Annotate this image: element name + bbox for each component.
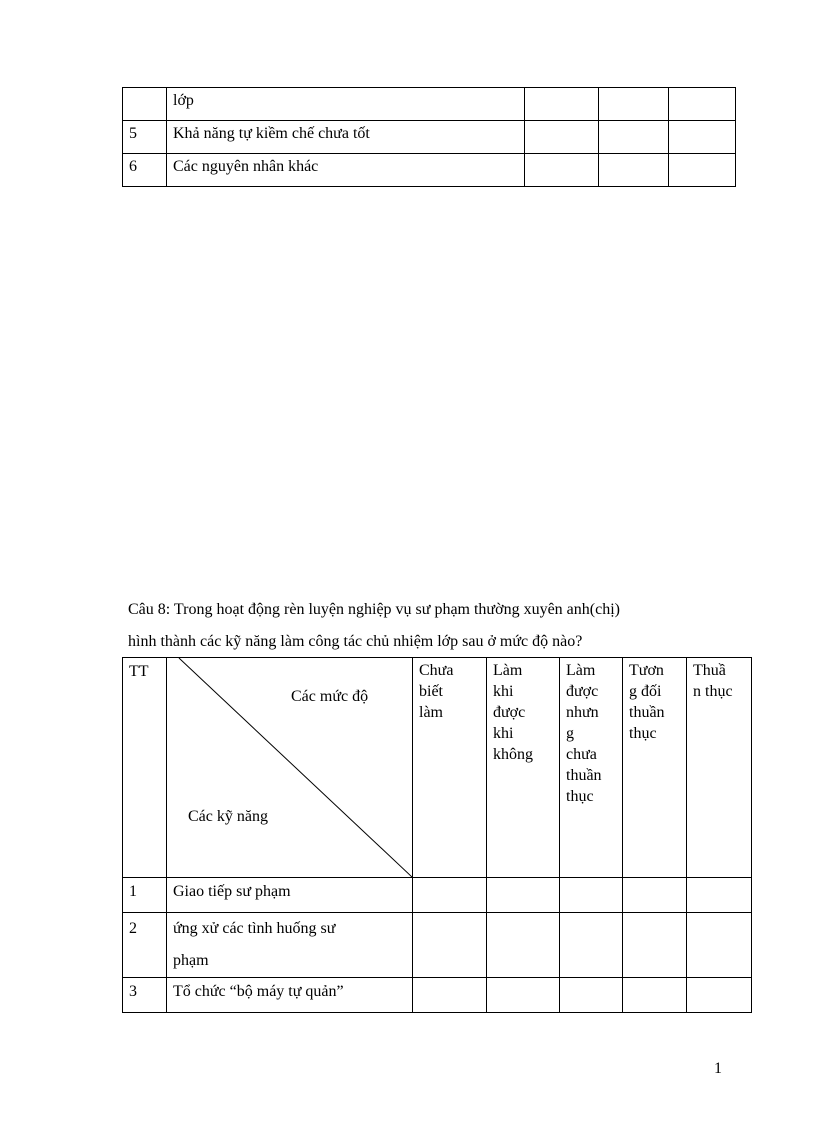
empty-cell bbox=[669, 88, 736, 121]
table-row bbox=[123, 154, 736, 187]
level-header-4: Tươn g đối thuần thục bbox=[623, 658, 687, 878]
empty-cell bbox=[413, 878, 487, 913]
table-row bbox=[123, 913, 752, 978]
skills-table bbox=[122, 657, 752, 1013]
row-number: 2 bbox=[123, 913, 167, 978]
header-row bbox=[123, 658, 752, 878]
empty-cell bbox=[487, 978, 560, 1013]
level-header-5: Thuầ n thục bbox=[687, 658, 752, 878]
table-row bbox=[123, 121, 736, 154]
empty-cell bbox=[669, 121, 736, 154]
table-row bbox=[123, 978, 752, 1013]
page-number: 1 bbox=[714, 1060, 722, 1077]
empty-cell bbox=[623, 878, 687, 913]
level-header-2: Làm khi được khi không bbox=[487, 658, 560, 878]
row-text: lớp bbox=[167, 88, 525, 121]
level-header-3: Làm được nhưn g chưa thuần thục bbox=[560, 658, 623, 878]
skill-name: ứng xử các tình huống sư phạm bbox=[167, 913, 413, 978]
table-row bbox=[123, 878, 752, 913]
empty-cell bbox=[560, 913, 623, 978]
diagonal-header bbox=[167, 658, 413, 878]
table-row bbox=[123, 88, 736, 121]
causes-table bbox=[122, 87, 736, 187]
empty-cell bbox=[413, 913, 487, 978]
empty-cell bbox=[525, 154, 599, 187]
level-header-1: Chưa biết làm bbox=[413, 658, 487, 878]
empty-cell bbox=[669, 154, 736, 187]
skills-axis-label: Các kỹ năng bbox=[188, 808, 268, 825]
empty-cell bbox=[599, 121, 669, 154]
row-text: Khả năng tự kiềm chế chưa tốt bbox=[167, 121, 525, 154]
empty-cell bbox=[560, 978, 623, 1013]
empty-cell bbox=[525, 121, 599, 154]
empty-cell bbox=[599, 154, 669, 187]
empty-cell bbox=[487, 913, 560, 978]
question-8 bbox=[128, 594, 758, 658]
diagonal-line bbox=[167, 658, 412, 877]
empty-cell bbox=[687, 878, 752, 913]
row-number bbox=[123, 88, 167, 121]
row-number: 1 bbox=[123, 878, 167, 913]
empty-cell bbox=[599, 88, 669, 121]
skill-name: Giao tiếp sư phạm bbox=[167, 878, 413, 913]
tt-header: TT bbox=[123, 658, 167, 878]
levels-axis-label: Các mức độ bbox=[291, 688, 369, 705]
question-line-1: Câu 8: Trong hoạt động rèn luyện nghiệp vụ sư phạm thường xuyên anh(chị) bbox=[128, 601, 620, 618]
question-line-2: hình thành các kỹ năng làm công tác chủ nhiệm lớp sau ở mức độ nào? bbox=[128, 633, 583, 650]
row-number: 6 bbox=[123, 154, 167, 187]
row-number: 5 bbox=[123, 121, 167, 154]
empty-cell bbox=[487, 878, 560, 913]
row-text: Các nguyên nhân khác bbox=[167, 154, 525, 187]
empty-cell bbox=[525, 88, 599, 121]
empty-cell bbox=[687, 913, 752, 978]
empty-cell bbox=[413, 978, 487, 1013]
empty-cell bbox=[623, 913, 687, 978]
empty-cell bbox=[560, 878, 623, 913]
row-number: 3 bbox=[123, 978, 167, 1013]
empty-cell bbox=[687, 978, 752, 1013]
skill-name: Tổ chức “bộ máy tự quản” bbox=[167, 978, 413, 1013]
empty-cell bbox=[623, 978, 687, 1013]
